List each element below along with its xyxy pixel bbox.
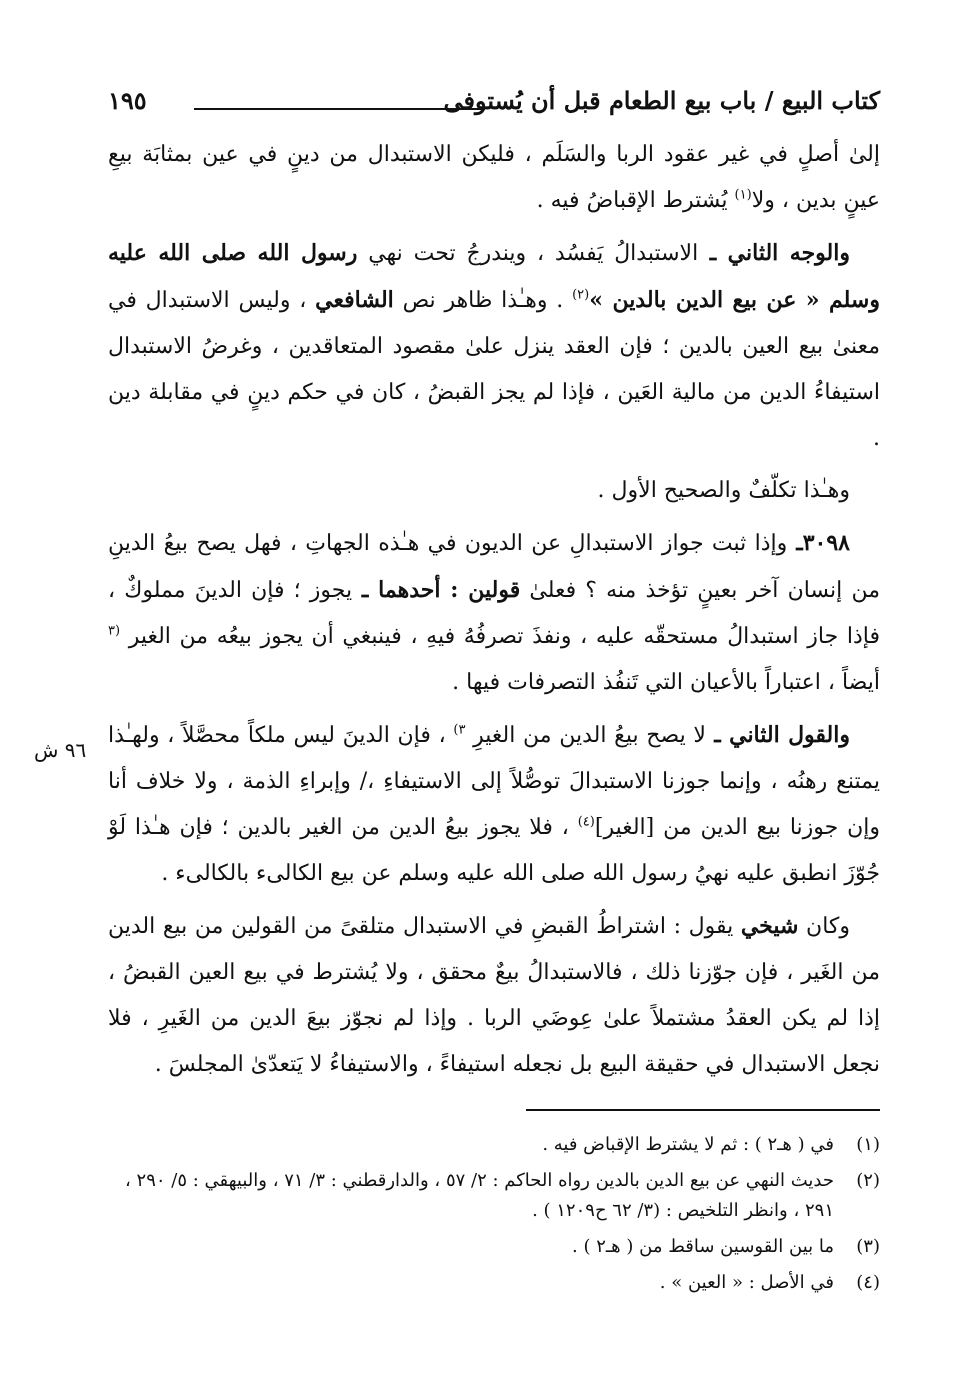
body-text	[108, 132, 880, 1094]
footnote	[108, 1166, 880, 1226]
bold-text: ٣٠٩٨ـ	[787, 530, 850, 556]
footnote-number: (٣)	[856, 1236, 880, 1257]
paragraph	[108, 712, 880, 897]
text-run: وإذا ثبت جواز الاستبدالِ عن الديون في هـٰذه الجهاتِ ، فهل يصح بيعُ الدينِ من إنسان آخر بعينٍ تؤخذ منه ؟ فعلىٰ	[108, 531, 880, 603]
footnote-marker: (٢)	[572, 287, 590, 303]
footnote-text: حديث النهي عن بيع الدين بالدين رواه الحاكم : ٢/ ٥٧ ، والدارقطني : ٣/ ٧١ ، والبيهقي : ٥/ ٢٩٠ ، ٢٩١ ، وانظر التلخيص : (٣/ ٦٢ ح١٢٠٩ ) .	[125, 1170, 834, 1221]
footnote-marker: (٤)	[577, 814, 595, 830]
paragraph	[108, 903, 880, 1088]
footnote	[108, 1268, 880, 1298]
page-number: ١٩٥	[108, 86, 147, 115]
footnote	[108, 1232, 880, 1262]
footnote-separator	[526, 1109, 880, 1111]
bold-text: والوجه الثاني ـ	[698, 240, 850, 266]
text-run: الاستبدالُ يَفسُد ، ويندرجُ تحت نهي	[357, 241, 699, 266]
footnote-text: في الأصل : « العين » .	[659, 1272, 834, 1293]
text-run: ، فإن الدينَ ليس ملكاً محصَّلاً ، ولهـٰذا يمتنع رهنُه ، وإنما جوزنا الاستبدالَ توصُّلاً إلى الاستيفاءِ ،/ وإبراءِ الذمة ، ولا خلاف أنا وإن جوزنا بيع الدين من [الغير]	[108, 723, 880, 840]
page-header	[108, 86, 880, 130]
text-run: يُشترط الإقباضُ فيه .	[536, 188, 735, 213]
footnotes	[108, 1130, 880, 1304]
text-run: . وهـٰذا ظاهر نص	[393, 288, 573, 313]
bold-text: الشافعي	[315, 287, 394, 313]
paragraph	[108, 230, 880, 462]
bold-text: رسول الله صلى الله عليه وسلم « عن بيع الدين بالدين »	[108, 240, 880, 313]
manuscript-folio-note: ٩٦ ش	[34, 738, 87, 762]
footnote-marker: (٣	[108, 623, 121, 639]
header-rule	[194, 108, 485, 110]
paragraph	[108, 132, 880, 224]
text-run: يجوز ؛ فإن الدينَ مملوكٌ ، فإذا جاز استبدالُ مستحقّه عليه ، ونفذَ تصرفُهُ فيهِ ، فينبغي أن يجوز بيعُه من الغير	[108, 578, 880, 649]
bold-text: شيخي	[740, 913, 799, 939]
text-run: ، فلا يجوز بيعُ الدين من الغير بالدين ؛ فإن هـٰذا لَوْ جُوّزَ انطبق عليه نهيُ رسول الله صلى الله عليه وسلم عن بيع الكالىء بالكالىء .	[108, 815, 880, 886]
running-title: كتاب البيع / باب بيع الطعام قبل أن يُستوفى	[443, 86, 880, 115]
text-run: أيضاً ، اعتباراً بالأعيان التي تَنفُذ التصرفات فيها .	[452, 670, 880, 695]
footnote-marker: ٣)	[453, 722, 466, 738]
footnote-number: (٢)	[856, 1170, 880, 1191]
footnote-text: ما بين القوسين ساقط من ( هـ٢ ) .	[572, 1236, 834, 1257]
bold-text: قولين : أحدهما ـ	[352, 577, 521, 603]
text-run: إلىٰ أصلٍ في غير عقود الربا والسَلَم ، فليكن الاستبدال من دينٍ في عين بمثابَة بيعِ عينٍ بدين ، ولا	[108, 142, 880, 213]
footnote-number: (٤)	[856, 1272, 880, 1293]
bold-text: والقول الثاني ـ	[705, 722, 850, 748]
text-run: وهـٰذا تكلّفٌ والصحيح الأول .	[597, 478, 850, 503]
footnote-number: (١)	[856, 1134, 880, 1155]
text-run: وكان	[798, 914, 851, 939]
text-run: يقول : اشتراطُ القبضِ في الاستبدال متلقىً من القولين من بيع الدين من الغَير ، فإن جوّزنا ذلك ، فالاستبدالُ بيعٌ محقق ، ولا يُشترط في بيع العين القبضُ ، إذا لم يكن العقدُ مشتملاً علىٰ عِوضَي الربا . وإذا لم نجوّز بيعَ الدين من الغَيرِ ، فلا نجعل الاستبدال في حقيقة البيع بل نجعله استيفاءً ، والاستيفاءُ لا يَتعدّىٰ المجلسَ .	[108, 914, 880, 1077]
paragraph	[108, 468, 880, 514]
text-run: ، وليس الاستبدال في معنىٰ بيع العين بالدين ؛ فإن العقد ينزل علىٰ مقصود المتعاقدين ، وغرضُ الاستبدال استيفاءُ الدين من مالية العَين ، فإذا لم يجز القبضُ ، كان في حكم دينٍ في مقابلة دين .	[108, 288, 880, 451]
footnote-marker: (١)	[734, 187, 752, 203]
text-run: لا يصح بيعُ الدين من الغيرِ	[465, 723, 706, 748]
footnote	[108, 1130, 880, 1160]
footnote-text: في ( هـ٢ ) : ثم لا يشترط الإقباض فيه .	[542, 1134, 834, 1155]
paragraph	[108, 520, 880, 706]
